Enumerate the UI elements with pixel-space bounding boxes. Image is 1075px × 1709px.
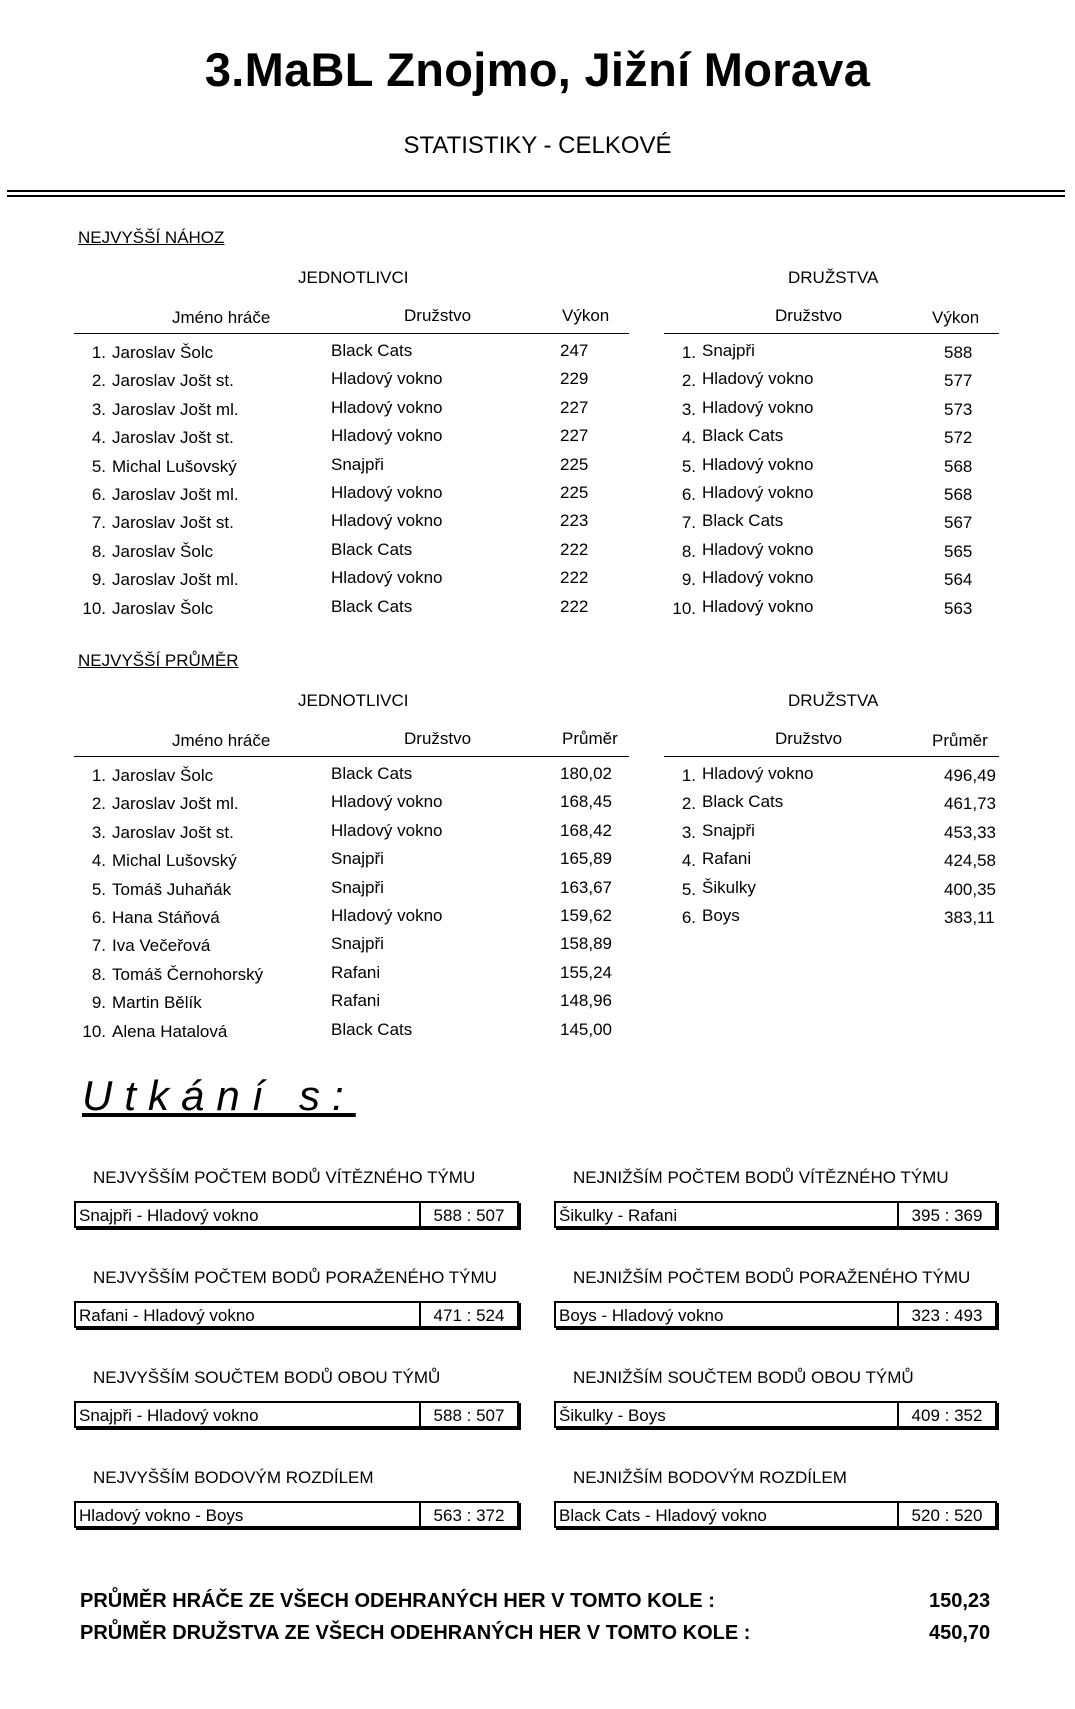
nahoz-teams-header-value: Výkon (932, 308, 980, 327)
prumer-team-name: Hladový vokno (702, 764, 814, 783)
nahoz-individual-name: Jaroslav Šolc (112, 343, 214, 362)
prumer-individual-team: Snajpři (331, 934, 384, 954)
prumer-team-value: 424,58 (944, 851, 996, 871)
nahoz-individual-name: Jaroslav Jošt ml. (112, 570, 239, 590)
prumer-individual-team: Rafani (331, 962, 381, 982)
nahoz-individual-value: 223 (560, 511, 589, 531)
right-match-teams: Boys - Hladový vokno (559, 1306, 724, 1325)
right-match-teams: Šikulky - Rafani (559, 1206, 678, 1225)
nahoz-team-value: 577 (944, 371, 973, 391)
prumer-team-value: 496,49 (944, 766, 996, 785)
right-match-box (554, 1501, 997, 1528)
nahoz-individual-team: Hladový vokno (331, 426, 443, 446)
prumer-individual-rank: 3. (91, 822, 106, 842)
prumer-individual-name: Michal Lušovský (112, 851, 237, 871)
page-title: 3.MaBL Znojmo, Jižní Morava (204, 43, 871, 96)
nahoz-individual-rank: 5. (91, 456, 106, 476)
right-match-label: NEJNIŽŠÍM SOUČTEM BODŮ OBOU TÝMŮ (573, 1368, 914, 1387)
prumer-individuals-header-value: Průměr (562, 729, 618, 748)
prumer-team-name: Šikulky (702, 877, 756, 897)
nahoz-individual-value: 222 (560, 568, 589, 588)
nahoz-team-rank: 10. (672, 598, 696, 618)
nahoz-team-rank: 1. (681, 343, 696, 362)
nahoz-individual-name: Jaroslav Jošt ml. (112, 399, 239, 419)
page-subtitle: STATISTIKY - CELKOVÉ (403, 132, 672, 159)
prumer-individual-value: 159,62 (560, 906, 612, 925)
prumer-individual-value: 163,67 (560, 877, 612, 897)
summary-value: 150,23 (929, 1590, 991, 1612)
nahoz-team-name: Hladový vokno (702, 539, 814, 559)
right-match-box (554, 1201, 997, 1228)
nahoz-individual-rank: 4. (91, 428, 106, 448)
nahoz-individual-team: Hladový vokno (331, 568, 443, 588)
nahoz-team-value: 588 (944, 343, 973, 362)
nahoz-team-value: 573 (944, 399, 973, 419)
nahoz-team-name: Hladový vokno (702, 454, 814, 474)
prumer-team-rank: 2. (681, 794, 696, 814)
prumer-team-value: 461,73 (944, 794, 996, 814)
prumer-individual-rank: 2. (91, 794, 106, 814)
nahoz-individual-name: Jaroslav Jošt ml. (112, 485, 239, 504)
prumer-individual-rank: 1. (91, 766, 106, 785)
prumer-team-rank: 6. (681, 908, 696, 927)
nahoz-individual-team: Snajpři (331, 454, 384, 474)
summary-label: PRŮMĚR DRUŽSTVA ZE VŠECH ODEHRANÝCH HER V TOMTO KOLE : (80, 1622, 751, 1644)
matches-heading: Utkání s: (82, 1072, 356, 1119)
nahoz-individuals-header-rule (74, 333, 629, 334)
nahoz-team-rank: 4. (681, 428, 696, 448)
nahoz-team-rank: 3. (681, 399, 696, 419)
nahoz-team-name: Hladový vokno (702, 596, 814, 616)
prumer-individual-team: Black Cats (331, 764, 413, 783)
nahoz-individual-value: 229 (560, 369, 589, 389)
nahoz-individual-value: 227 (560, 397, 589, 417)
nahoz-team-rank: 2. (681, 371, 696, 391)
right-match-box (554, 1401, 997, 1428)
nahoz-individual-value: 227 (560, 426, 589, 446)
right-match-label: NEJNIŽŠÍM POČTEM BODŮ VÍTĚZNÉHO TÝMU (573, 1168, 949, 1187)
prumer-heading: NEJVYŠŠÍ PRŮMĚR (78, 651, 239, 670)
prumer-individual-value: 168,45 (560, 792, 612, 812)
nahoz-team-name: Hladový vokno (702, 568, 814, 588)
title-rule-top (7, 190, 1065, 192)
nahoz-individual-value: 222 (560, 539, 589, 559)
nahoz-team-name: Snajpři (702, 341, 755, 360)
prumer-team-name: Snajpři (702, 820, 755, 840)
prumer-individual-name: Hana Stáňová (112, 908, 220, 927)
prumer-team-rank: 1. (681, 766, 696, 785)
prumer-team-value: 383,11 (944, 908, 995, 927)
prumer-individual-name: Tomáš Juhaňák (112, 879, 232, 899)
prumer-individual-team: Hladový vokno (331, 792, 443, 812)
prumer-individual-team: Rafani (331, 991, 381, 1011)
prumer-individual-value: 165,89 (560, 849, 612, 869)
left-match-teams: Rafani - Hladový vokno (79, 1306, 255, 1325)
prumer-individual-value: 180,02 (560, 764, 612, 783)
prumer-individual-name: Alena Hatalová (112, 1021, 228, 1041)
left-match-score: 563 : 372 (419, 1503, 517, 1526)
prumer-team-rank: 4. (681, 851, 696, 871)
prumer-individual-rank: 4. (91, 851, 106, 871)
prumer-individual-value: 145,00 (560, 1019, 612, 1039)
left-match-teams: Hladový vokno - Boys (79, 1506, 244, 1525)
nahoz-individual-name: Jaroslav Jošt st. (112, 428, 234, 448)
left-match-score: 588 : 507 (419, 1403, 517, 1426)
prumer-individual-team: Snajpři (331, 849, 384, 869)
prumer-individual-team: Hladový vokno (331, 906, 443, 925)
left-match-score: 471 : 524 (419, 1303, 517, 1326)
nahoz-individual-value: 247 (560, 341, 589, 360)
prumer-individual-name: Tomáš Černohorský (112, 964, 264, 984)
right-match-label: NEJNIŽŠÍM POČTEM BODŮ PORAŽENÉHO TÝMU (573, 1268, 971, 1287)
nahoz-individual-team: Hladový vokno (331, 483, 443, 502)
nahoz-team-name: Hladový vokno (702, 369, 814, 389)
left-match-box (74, 1501, 519, 1528)
prumer-team-rank: 3. (681, 822, 696, 842)
title-rule-bottom (7, 195, 1065, 197)
nahoz-individual-rank: 10. (82, 598, 106, 618)
left-match-box (74, 1201, 519, 1228)
nahoz-team-value: 567 (944, 513, 973, 533)
prumer-individual-rank: 10. (82, 1021, 106, 1041)
nahoz-team-rank: 9. (681, 570, 696, 590)
nahoz-teams-label: DRUŽSTVA (788, 268, 879, 287)
prumer-teams-header-rule (664, 756, 999, 757)
nahoz-individual-name: Jaroslav Jošt st. (112, 513, 234, 533)
prumer-individual-team: Snajpři (331, 877, 384, 897)
prumer-team-rank: 5. (681, 879, 696, 899)
right-match-score: 409 : 352 (897, 1403, 995, 1426)
nahoz-team-rank: 6. (681, 485, 696, 504)
nahoz-team-value: 568 (944, 485, 973, 504)
nahoz-individual-team: Black Cats (331, 539, 413, 559)
nahoz-teams-header-rule (664, 333, 999, 334)
nahoz-individual-value: 225 (560, 483, 589, 502)
nahoz-heading: NEJVYŠŠÍ NÁHOZ (78, 228, 225, 247)
nahoz-individual-rank: 8. (91, 541, 106, 561)
nahoz-individuals-header-team: Družstvo (404, 306, 472, 325)
prumer-team-value: 400,35 (944, 879, 996, 899)
nahoz-individual-rank: 1. (91, 343, 106, 362)
nahoz-individual-name: Jaroslav Šolc (112, 541, 214, 561)
prumer-individual-value: 158,89 (560, 934, 612, 954)
nahoz-team-name: Hladový vokno (702, 483, 814, 502)
left-match-box (74, 1401, 519, 1428)
prumer-individual-name: Iva Večeřová (112, 936, 211, 956)
nahoz-individual-team: Black Cats (331, 341, 413, 360)
nahoz-individual-team: Hladový vokno (331, 397, 443, 417)
nahoz-individual-value: 222 (560, 596, 589, 616)
right-match-box (554, 1301, 997, 1328)
nahoz-team-value: 564 (944, 570, 973, 590)
prumer-teams-label: DRUŽSTVA (788, 691, 879, 710)
nahoz-individual-team: Hladový vokno (331, 369, 443, 389)
nahoz-individual-rank: 7. (91, 513, 106, 533)
prumer-individual-rank: 6. (91, 908, 106, 927)
nahoz-individual-name: Michal Lušovský (112, 456, 237, 476)
right-match-score: 395 : 369 (897, 1203, 995, 1226)
prumer-teams-header-team: Družstvo (775, 729, 843, 748)
nahoz-individual-rank: 2. (91, 371, 106, 391)
nahoz-team-name: Black Cats (702, 511, 784, 531)
nahoz-team-name: Hladový vokno (702, 397, 814, 417)
left-match-teams: Snajpři - Hladový vokno (79, 1206, 259, 1225)
prumer-individual-value: 148,96 (560, 991, 612, 1011)
nahoz-individual-name: Jaroslav Jošt st. (112, 371, 234, 391)
prumer-individual-team: Black Cats (331, 1019, 413, 1039)
prumer-team-name: Black Cats (702, 792, 784, 812)
nahoz-individuals-label: JEDNOTLIVCI (298, 268, 409, 287)
prumer-individuals-label: JEDNOTLIVCI (298, 691, 409, 710)
left-match-score: 588 : 507 (419, 1203, 517, 1226)
prumer-individual-value: 155,24 (560, 962, 612, 982)
prumer-individuals-header-rule (74, 756, 629, 757)
right-match-teams: Black Cats - Hladový vokno (559, 1506, 767, 1525)
prumer-individual-name: Jaroslav Jošt ml. (112, 794, 239, 814)
prumer-individual-name: Jaroslav Šolc (112, 766, 214, 785)
right-match-label: NEJNIŽŠÍM BODOVÝM ROZDÍLEM (573, 1468, 847, 1487)
prumer-individual-rank: 8. (91, 964, 106, 984)
nahoz-individual-rank: 6. (91, 485, 106, 504)
nahoz-individual-name: Jaroslav Šolc (112, 598, 214, 618)
summary-value: 450,70 (929, 1622, 991, 1644)
left-match-box (74, 1301, 519, 1328)
left-match-label: NEJVYŠŠÍM SOUČTEM BODŮ OBOU TÝMŮ (93, 1368, 441, 1387)
prumer-individual-team: Hladový vokno (331, 820, 443, 840)
nahoz-team-value: 572 (944, 428, 973, 448)
nahoz-team-value: 565 (944, 541, 973, 561)
prumer-individual-name: Jaroslav Jošt st. (112, 822, 234, 842)
right-match-score: 323 : 493 (897, 1303, 995, 1326)
nahoz-individuals-header-value: Výkon (562, 306, 610, 325)
nahoz-team-value: 563 (944, 598, 973, 618)
prumer-individual-rank: 9. (91, 993, 106, 1013)
prumer-team-name: Boys (702, 906, 740, 925)
nahoz-individual-team: Black Cats (331, 596, 413, 616)
nahoz-individual-team: Hladový vokno (331, 511, 443, 531)
right-match-teams: Šikulky - Boys (559, 1406, 666, 1425)
prumer-individuals-header-name: Jméno hráče (172, 731, 271, 750)
left-match-teams: Snajpři - Hladový vokno (79, 1406, 259, 1425)
left-match-label: NEJVYŠŠÍM BODOVÝM ROZDÍLEM (93, 1468, 374, 1487)
nahoz-team-rank: 7. (681, 513, 696, 533)
nahoz-team-value: 568 (944, 456, 973, 476)
prumer-individuals-header-team: Družstvo (404, 729, 472, 748)
prumer-team-name: Rafani (702, 849, 752, 869)
nahoz-individual-value: 225 (560, 454, 589, 474)
nahoz-team-name: Black Cats (702, 426, 784, 446)
nahoz-individuals-header-name: Jméno hráče (172, 308, 271, 327)
right-match-score: 520 : 520 (897, 1503, 995, 1526)
prumer-teams-header-value: Průměr (932, 731, 988, 750)
nahoz-teams-header-team: Družstvo (775, 306, 843, 325)
prumer-team-value: 453,33 (944, 822, 996, 842)
nahoz-individual-rank: 9. (91, 570, 106, 590)
prumer-individual-rank: 7. (91, 936, 106, 956)
left-match-label: NEJVYŠŠÍM POČTEM BODŮ PORAŽENÉHO TÝMU (93, 1268, 497, 1287)
prumer-individual-value: 168,42 (560, 820, 612, 840)
summary-label: PRŮMĚR HRÁČE ZE VŠECH ODEHRANÝCH HER V TOMTO KOLE : (80, 1590, 715, 1612)
left-match-label: NEJVYŠŠÍM POČTEM BODŮ VÍTĚZNÉHO TÝMU (93, 1168, 476, 1187)
nahoz-team-rank: 5. (681, 456, 696, 476)
prumer-individual-rank: 5. (91, 879, 106, 899)
nahoz-individual-rank: 3. (91, 399, 106, 419)
nahoz-team-rank: 8. (681, 541, 696, 561)
prumer-individual-name: Martin Bělík (112, 993, 202, 1013)
